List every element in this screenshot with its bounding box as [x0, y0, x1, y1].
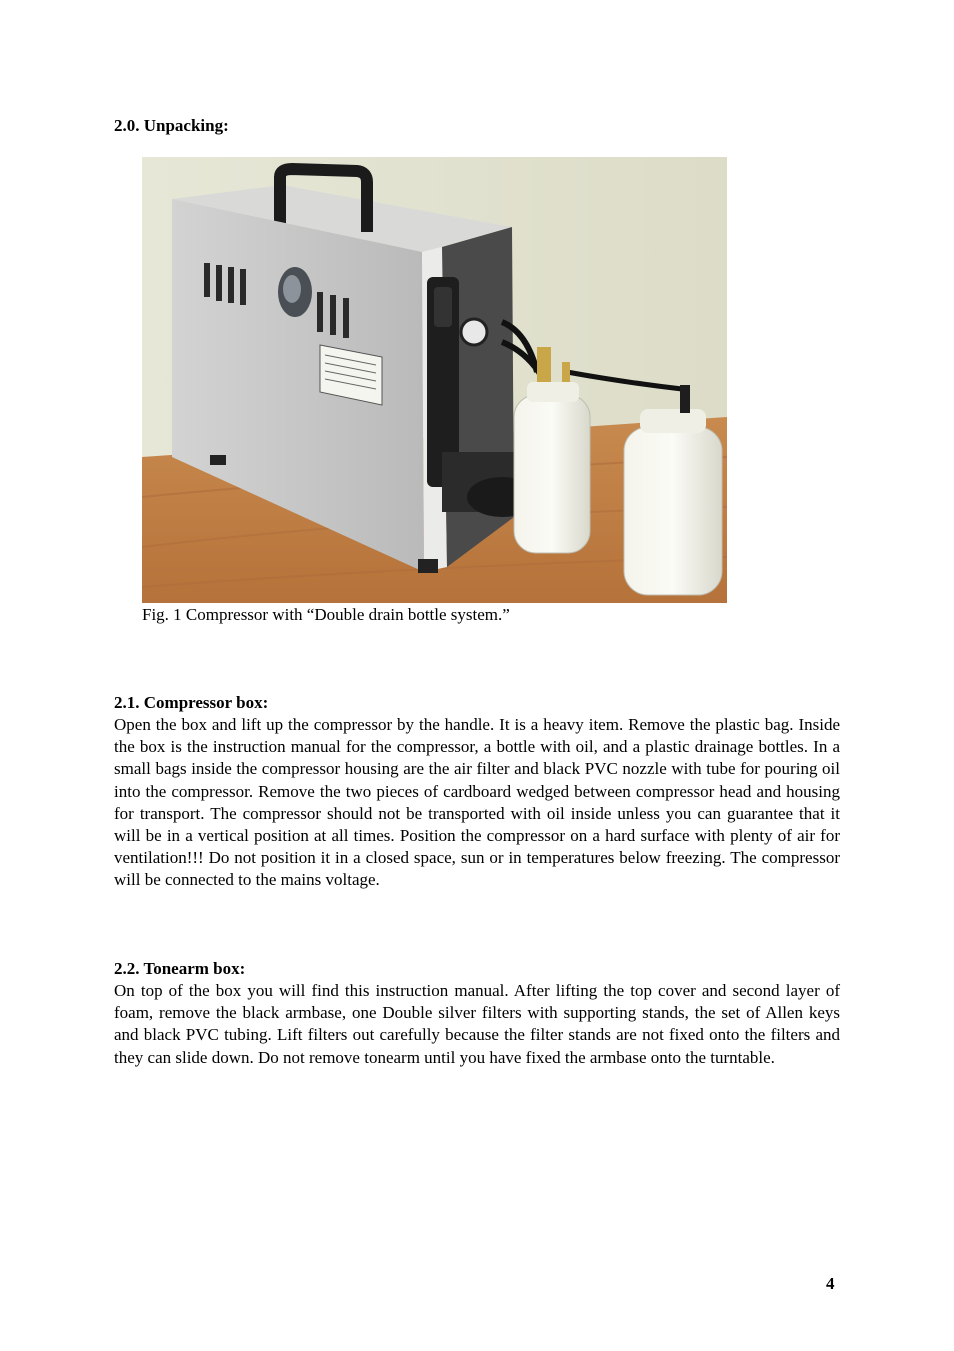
compressor-box-paragraph: Open the box and lift up the compressor by the handle. It is a heavy item. Remove the plastic bag. Inside the box is the instruction manual for the compressor, a bottle with oil, and a plastic drainage bottles. In a small bags inside the compressor housing are the air filter and black PVC nozzle with tube for pouring oil into the compressor. Remove the two pieces of cardboard wedged between compressor head and housing for transport. The compressor should not be transported with oil inside unless you can guarantee that it will be in a vertical position at all times. Position the compressor on a hard surface with plenty of air for ventilation!!! Do not position it in a closed space, sun or in temperatures below freezing. The compressor will be connected to the mains voltage.	[114, 715, 840, 890]
section-heading-compressor-box: 2.1. Compressor box:	[114, 693, 269, 712]
page-number: 4	[826, 1274, 835, 1293]
figure-caption: Fig. 1 Compressor with “Double drain bottle system.”	[142, 605, 510, 624]
section-heading-unpacking: 2.0. Unpacking:	[114, 116, 229, 135]
section-heading-tonearm-box: 2.2. Tonearm box:	[114, 959, 246, 978]
compressor-photo	[142, 157, 727, 603]
tonearm-box-paragraph: On top of the box you will find this instruction manual. After lifting the top cover and second layer of foam, remove the black armbase, one Double silver filters with supporting stands, the set of Allen keys and black PVC tubing. Lift filters out carefully because the filter stands are not fixed onto the filters and they can slide down. Do not remove tonearm until you have fixed the armbase onto the turntable.	[114, 981, 840, 1067]
